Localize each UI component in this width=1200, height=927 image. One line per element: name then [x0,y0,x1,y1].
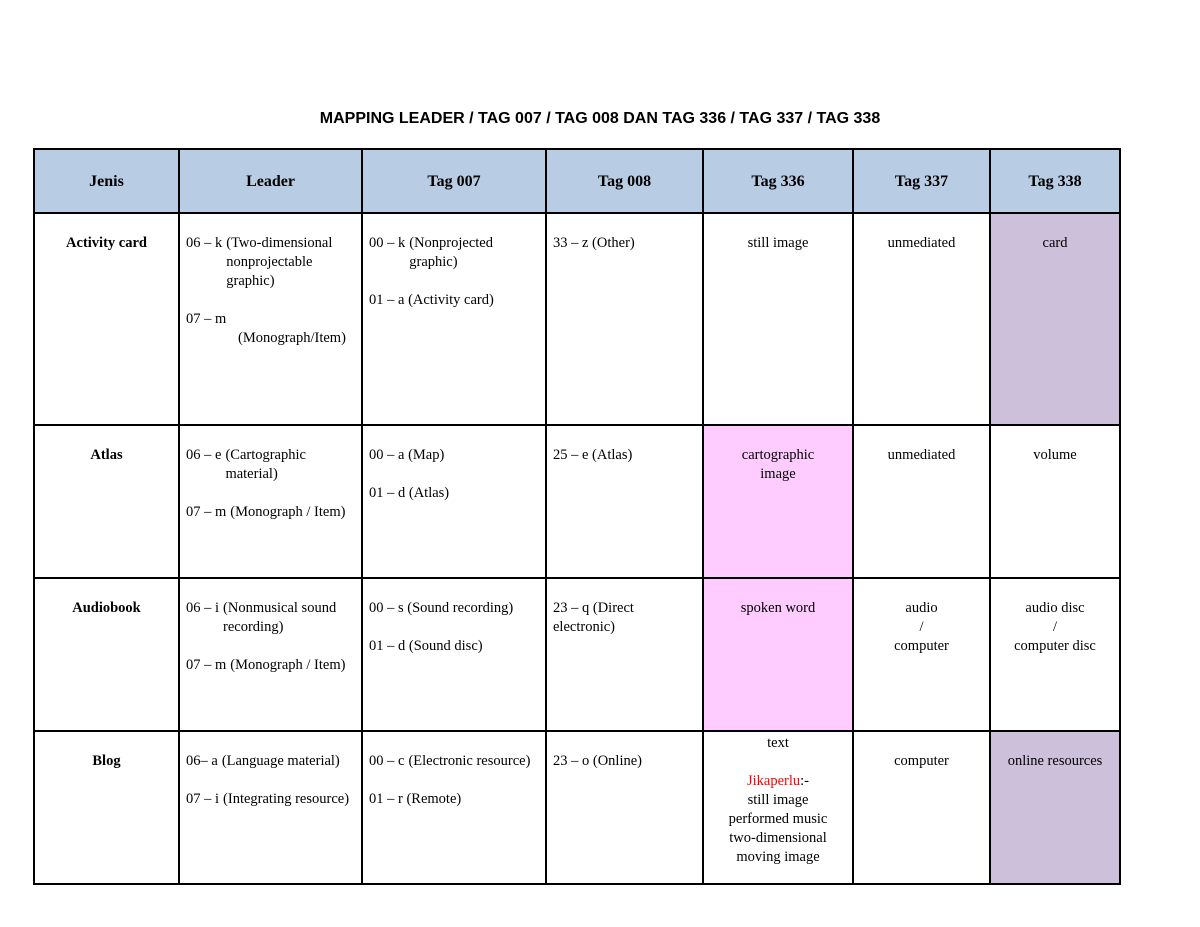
header-leader: Leader [179,149,362,213]
mapping-table [33,148,1121,885]
tag338-cell: audio disc / computer disc [990,578,1120,731]
header-tag-007: Tag 007 [362,149,546,213]
leader-entry: 06– a (Language material) [186,753,340,769]
table-row [34,213,1120,425]
header-row [34,149,1120,213]
tag336-cell: cartographic image [703,425,853,578]
tag007-entry: 01 – r (Remote) [369,791,462,807]
table-row [34,731,1120,884]
tag007-cell [362,578,546,731]
table-row [34,578,1120,731]
header-jenis: Jenis [34,149,179,213]
tag336-cell: text Jikaperlu:- still image performed music two-dimensional moving image [703,731,853,884]
tag008-cell: 25 – e (Atlas) [546,425,703,578]
header-tag-008: Tag 008 [546,149,703,213]
jenis-cell: Activity card [34,213,179,425]
tag007-entry: 01 – d (Atlas) [369,485,450,501]
tag336-cell: spoken word [703,578,853,731]
tag008-cell: 33 – z (Other) [546,213,703,425]
tag337-cell: audio / computer [853,578,990,731]
header-tag-338: Tag 338 [990,149,1120,213]
tag007-entry: 00 – k (Nonprojected graphic) [369,235,493,270]
tag337-cell: unmediated [853,425,990,578]
tag007-cell [362,425,546,578]
leader-cell [179,213,362,425]
tag337-cell: computer [853,731,990,884]
leader-entry: 06 – i (Nonmusical sound recording) [186,600,337,635]
tag336-cell: still image [703,213,853,425]
leader-cell [179,425,362,578]
tag337-cell: unmediated [853,213,990,425]
leader-cell [179,578,362,731]
note-label: Jikaperlu [746,773,801,789]
tag007-cell [362,213,546,425]
tag338-cell: card [990,213,1120,425]
jenis-cell: Blog [34,731,179,884]
tag007-cell [362,731,546,884]
jenis-cell: Atlas [34,425,179,578]
header-tag-337: Tag 337 [853,149,990,213]
tag007-entry: 01 – d (Sound disc) [369,638,483,654]
leader-cell [179,731,362,884]
leader-entry: 07 – m (Monograph / Item) [186,657,346,673]
leader-entry: 07 – i (Integrating resource) [186,791,350,807]
tag338-cell: volume [990,425,1120,578]
tag007-entry: 00 – c (Electronic resource) [369,753,531,769]
leader-entry: 06 – e (Cartographic material) [186,447,306,482]
document-title: MAPPING LEADER / TAG 007 / TAG 008 DAN TAG 336 / TAG 337 / TAG 338 [319,110,881,127]
header-tag-336: Tag 336 [703,149,853,213]
tag007-entry: 00 – s (Sound recording) [369,600,514,616]
tag338-cell: online resources [990,731,1120,884]
tag008-cell: 23 – q (Direct electronic) [546,578,703,731]
tag007-entry: 01 – a (Activity card) [369,292,494,308]
leader-entry: 07 – m (Monograph / Item) [186,504,346,520]
tag008-cell: 23 – o (Online) [546,731,703,884]
tag007-entry: 00 – a (Map) [369,447,445,463]
jenis-cell: Audiobook [34,578,179,731]
table-row [34,425,1120,578]
note-line: Jikaperlu:- [746,773,809,789]
leader-entry: 06 – k (Two-dimensional nonprojectable graphic) [186,235,333,289]
leader-entry: 07 – m (Monograph/Item) [186,311,346,346]
